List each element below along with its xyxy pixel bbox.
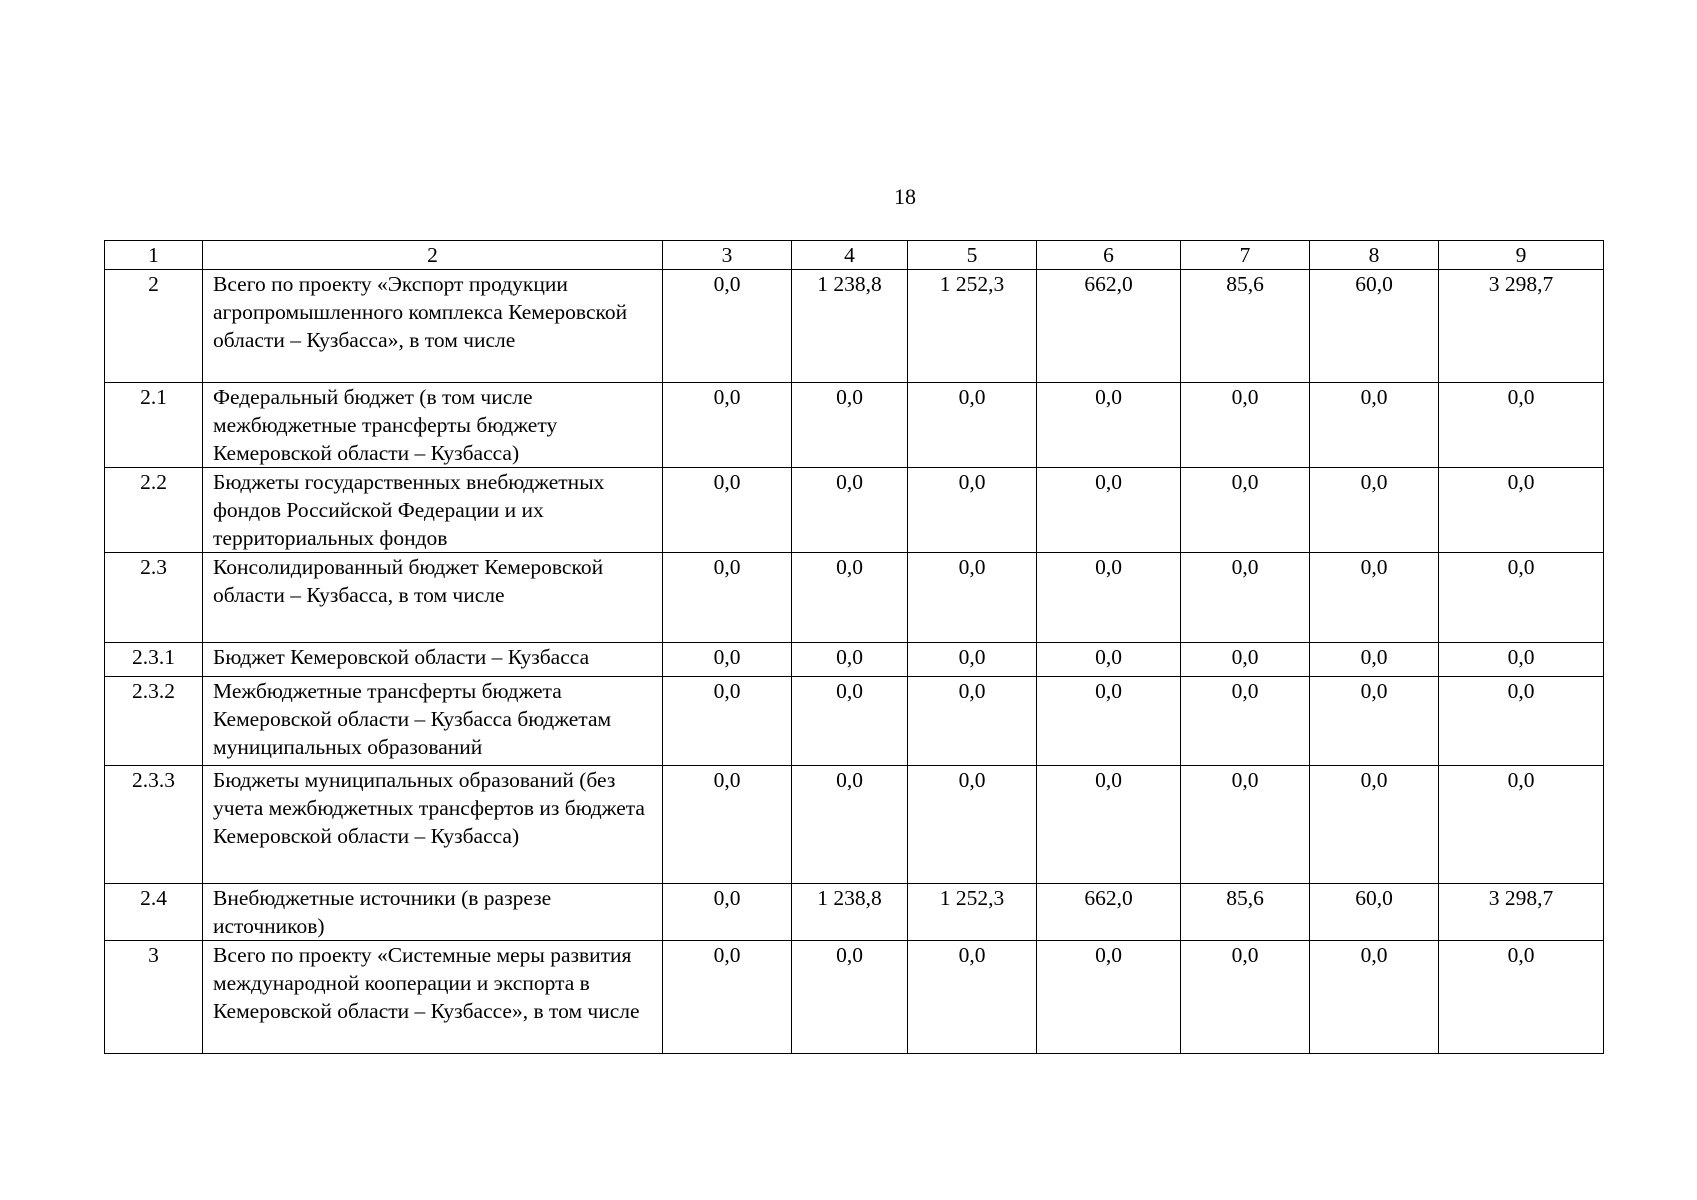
row-description: Бюджеты государственных внебюджетных фондов Российской Федерации и их территориальных фондов	[203, 468, 663, 553]
row-description: Бюджеты муниципальных образований (без учета межбюджетных трансфертов из бюджета Кемеровской области – Кузбасса)	[203, 766, 663, 884]
cell-value: 0,0	[1310, 553, 1439, 643]
row-number: 2	[105, 270, 203, 383]
cell-value: 0,0	[663, 468, 792, 553]
cell-value: 0,0	[792, 553, 908, 643]
cell-value: 0,0	[1310, 383, 1439, 468]
table-row	[105, 766, 1604, 884]
row-number: 3	[105, 941, 203, 1054]
row-number: 2.3.1	[105, 643, 203, 677]
cell-value: 85,6	[1181, 884, 1310, 941]
cell-value: 0,0	[1439, 383, 1604, 468]
table-row	[105, 383, 1604, 468]
cell-value: 0,0	[792, 677, 908, 766]
row-number: 2.3.2	[105, 677, 203, 766]
page-number: 18	[894, 184, 916, 209]
cell-value: 0,0	[908, 677, 1037, 766]
table-row	[105, 468, 1604, 553]
cell-value: 0,0	[1037, 383, 1181, 468]
cell-value: 0,0	[1439, 766, 1604, 884]
cell-value: 0,0	[792, 383, 908, 468]
cell-value: 0,0	[1310, 468, 1439, 553]
cell-value: 0,0	[1439, 553, 1604, 643]
cell-value: 0,0	[908, 643, 1037, 677]
cell-value: 0,0	[1037, 941, 1181, 1054]
cell-value: 0,0	[1439, 941, 1604, 1054]
column-number-7: 7	[1181, 241, 1310, 270]
row-description: Внебюджетные источники (в разрезе источников)	[203, 884, 663, 941]
table-row	[105, 270, 1604, 383]
cell-value: 0,0	[908, 553, 1037, 643]
row-number: 2.2	[105, 468, 203, 553]
cell-value: 0,0	[1181, 766, 1310, 884]
row-number: 2.3	[105, 553, 203, 643]
cell-value: 0,0	[663, 270, 792, 383]
table-header-row	[105, 241, 1604, 270]
column-number-5: 5	[908, 241, 1037, 270]
cell-value: 0,0	[1439, 677, 1604, 766]
column-number-4: 4	[792, 241, 908, 270]
budget-table	[104, 240, 1604, 1054]
cell-value: 60,0	[1310, 270, 1439, 383]
cell-value: 3 298,7	[1439, 270, 1604, 383]
cell-value: 0,0	[1037, 553, 1181, 643]
table-row	[105, 884, 1604, 941]
row-number: 2.3.3	[105, 766, 203, 884]
table-row	[105, 677, 1604, 766]
cell-value: 0,0	[1310, 643, 1439, 677]
column-number-9: 9	[1439, 241, 1604, 270]
cell-value: 0,0	[908, 383, 1037, 468]
cell-value: 0,0	[1181, 468, 1310, 553]
column-number-2: 2	[203, 241, 663, 270]
cell-value: 0,0	[663, 643, 792, 677]
row-description: Всего по проекту «Экспорт продукции агропромышленного комплекса Кемеровской области – Кузбасса», в том числе	[203, 270, 663, 383]
cell-value: 1 238,8	[792, 270, 908, 383]
table-row	[105, 553, 1604, 643]
cell-value: 662,0	[1037, 884, 1181, 941]
cell-value: 0,0	[1310, 766, 1439, 884]
cell-value: 0,0	[1310, 941, 1439, 1054]
column-number-8: 8	[1310, 241, 1439, 270]
cell-value: 1 238,8	[792, 884, 908, 941]
cell-value: 3 298,7	[1439, 884, 1604, 941]
row-number: 2.1	[105, 383, 203, 468]
cell-value: 0,0	[663, 884, 792, 941]
row-description: Бюджет Кемеровской области – Кузбасса	[203, 643, 663, 677]
column-number-6: 6	[1037, 241, 1181, 270]
cell-value: 0,0	[908, 941, 1037, 1054]
row-description: Федеральный бюджет (в том числе межбюджетные трансферты бюджету Кемеровской области – Кузбасса)	[203, 383, 663, 468]
column-number-1: 1	[105, 241, 203, 270]
row-description: Консолидированный бюджет Кемеровской области – Кузбасса, в том числе	[203, 553, 663, 643]
cell-value: 0,0	[1037, 766, 1181, 884]
cell-value: 0,0	[1037, 677, 1181, 766]
table-row	[105, 941, 1604, 1054]
row-description: Всего по проекту «Системные меры развития международной кооперации и экспорта в Кемеровской области – Кузбассе», в том числе	[203, 941, 663, 1054]
cell-value: 0,0	[1181, 677, 1310, 766]
cell-value: 0,0	[1439, 643, 1604, 677]
cell-value: 0,0	[1310, 677, 1439, 766]
cell-value: 0,0	[1181, 383, 1310, 468]
cell-value: 0,0	[1181, 553, 1310, 643]
cell-value: 0,0	[908, 468, 1037, 553]
cell-value: 0,0	[792, 468, 908, 553]
table-row	[105, 643, 1604, 677]
cell-value: 0,0	[1037, 468, 1181, 553]
cell-value: 1 252,3	[908, 884, 1037, 941]
cell-value: 60,0	[1310, 884, 1439, 941]
cell-value: 0,0	[663, 941, 792, 1054]
cell-value: 0,0	[792, 643, 908, 677]
cell-value: 0,0	[1181, 941, 1310, 1054]
column-number-3: 3	[663, 241, 792, 270]
row-number: 2.4	[105, 884, 203, 941]
cell-value: 0,0	[1439, 468, 1604, 553]
cell-value: 0,0	[663, 553, 792, 643]
cell-value: 0,0	[663, 383, 792, 468]
cell-value: 0,0	[1181, 643, 1310, 677]
cell-value: 0,0	[792, 766, 908, 884]
cell-value: 85,6	[1181, 270, 1310, 383]
cell-value: 0,0	[792, 941, 908, 1054]
cell-value: 0,0	[908, 766, 1037, 884]
cell-value: 1 252,3	[908, 270, 1037, 383]
cell-value: 0,0	[663, 766, 792, 884]
cell-value: 0,0	[1037, 643, 1181, 677]
row-description: Межбюджетные трансферты бюджета Кемеровской области – Кузбасса бюджетам муниципальных образований	[203, 677, 663, 766]
cell-value: 0,0	[663, 677, 792, 766]
cell-value: 662,0	[1037, 270, 1181, 383]
